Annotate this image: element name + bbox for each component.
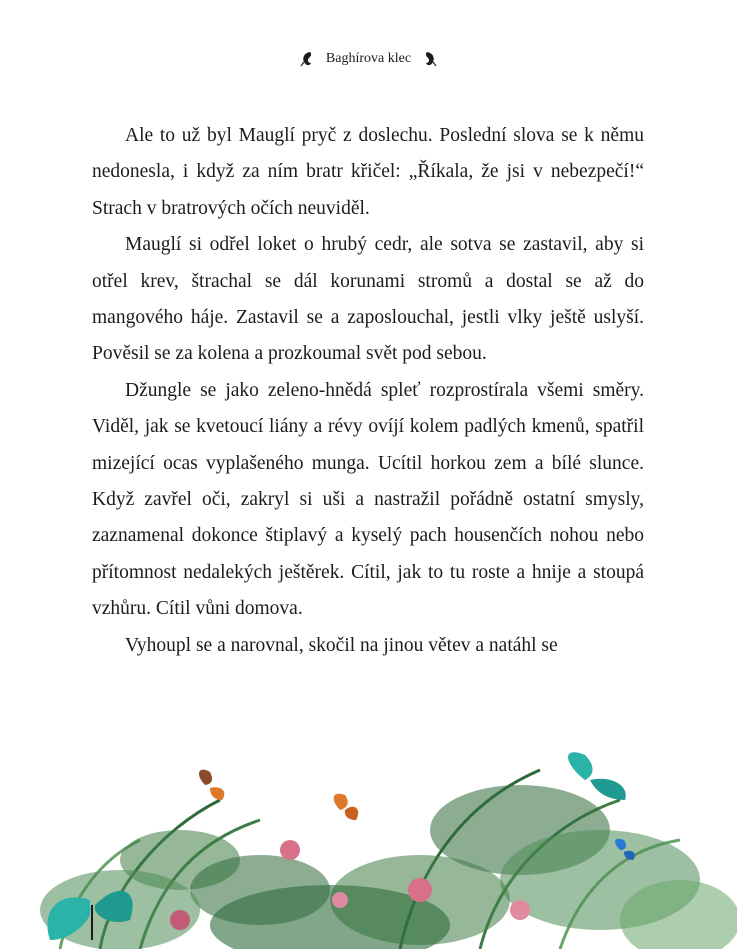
running-head: [0, 50, 737, 68]
leaf-ornament-icon: [423, 50, 437, 68]
body-text: [92, 118, 644, 664]
paragraph: Džungle se jako zeleno-hnědá spleť rozprostírala všemi směry. Viděl, jak se kvetoucí liány a révy ovíjí kolem padlých kmenů, spatřil mizející ocas vyplašeného munga. Ucítil horkou zem a bílé slunce. Když zavřel oči, zakryl si uši a nastražil pořádně ostatní smysly, zaznamenal dokonce štiplavý a kyselý pach housenčích nohou nebo přítomnost nedalekých ještěrek. Cítil, jak to tu roste a hnije a stoupá vzhůru. Cítil vůni domova.: [92, 379, 644, 620]
paragraph: Vyhoupl se a narovnal, skočil na jinou větev a natáhl se: [125, 634, 558, 656]
butterfly-icon: [334, 794, 359, 820]
leaf-ornament-icon: [300, 50, 314, 68]
running-title: Baghírova klec: [325, 51, 412, 66]
butterfly-icon: [199, 770, 224, 800]
paragraph: Ale to už byl Mauglí pryč z doslechu. Poslední slova se k němu nedonesla, i když za ním bratr křičel: „Říkala, že jsi v nebezpečí!“ Strach v bratrových očích neuviděl.: [92, 125, 644, 219]
butterfly-icon: [568, 752, 626, 800]
jungle-illustration: [0, 740, 737, 949]
paragraph: Mauglí si odřel loket o hrubý cedr, ale sotva se zastavil, aby si otřel krev, štrachal se dál korunami stromů a dostal se až do mangového háje. Zastavil se a zaposlouchal, jestli vlky ještě uslyší. Pověsil se za kolena a prozkoumal svět pod sebou.: [92, 234, 644, 365]
